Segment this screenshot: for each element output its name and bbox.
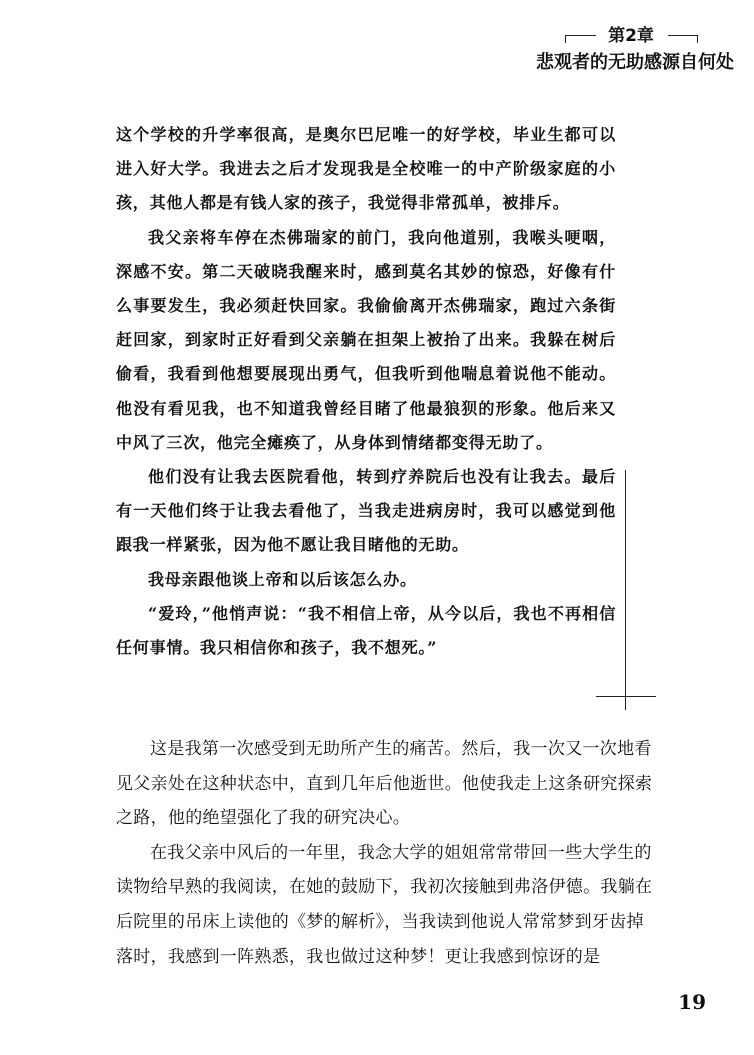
chapter-rule-left: [566, 35, 596, 36]
quote-paragraph: 他们没有让我去医院看他，转到疗养院后也没有让我去。最后有一天他们终于让我去看他了，当我走进病房时，我可以感觉到他跟我一样紧张，因为他不愿让我目睹他的无助。: [116, 467, 616, 555]
quote-paragraph: “爱玲，”他悄声说：“我不相信上帝，从今以后，我也不再相信任何事情。我只相信你和孩子，我不想死。”: [116, 603, 616, 658]
body-paragraph: 这是我第一次感受到无助所产生的痛苦。然后，我一次又一次地看见父亲处在这种状态中，直到几年后他逝世。他使我走上这条研究探索之路，他的绝望强化了我的研究决心。: [116, 739, 653, 829]
chapter-title: 悲观者的无助感源自何处: [536, 52, 734, 73]
chapter-rule-tick-left: [565, 35, 566, 43]
chapter-marker: [494, 24, 734, 48]
quote-paragraph: 这个学校的升学率很高，是奥尔巴尼唯一的好学校，毕业生都可以进入好大学。我进去之后才发现我是全校唯一的中产阶级家庭的小孩，其他人都是有钱人家的孩子，我觉得非常孤单，被排斥。: [116, 125, 616, 213]
running-header: [494, 24, 734, 76]
chapter-rule-tick-right: [697, 35, 698, 43]
chapter-rule-right: [668, 35, 698, 36]
chapter-label: 第2章: [608, 26, 654, 46]
quote-paragraph: 我母亲跟他谈上帝和以后该怎么办。: [148, 569, 417, 589]
quote-paragraph: 我父亲将车停在杰佛瑞家的前门，我向他道别，我喉头哽咽，深感不安。第二天破晓我醒来时，感到莫名其妙的惊恐，好像有什么事要发生，我必须赶快回家。我偷偷离开杰佛瑞家，跑过六条街赶回家，到家时正好看到父亲躺在担架上被抬了出来。我躲在树后偷看，我看到他想要展现出勇气，但我听到他喘息着说他不能动。他没有看见我，也不知道我曾经目睹了他最狼狈的形象。他后来又中风了三次，他完全瘫痪了，从身体到情绪都变得无助了。: [116, 227, 616, 452]
block-quote: [116, 118, 616, 665]
quote-border-horizontal: [596, 696, 656, 697]
quote-border-vertical: [625, 470, 626, 710]
body-text: [116, 732, 660, 974]
page-number: 19: [678, 990, 706, 1014]
body-paragraph: 在我父亲中风后的一年里，我念大学的姐姐常常带回一些大学生的读物给早熟的我阅读，在她的鼓励下，我初次接触到弗洛伊德。我躺在后院里的吊床上读他的《梦的解析》，当我读到他说人常常梦到牙齿掉落时，我感到一阵熟悉，我也做过这种梦！更让我感到惊讶的是: [116, 842, 653, 967]
